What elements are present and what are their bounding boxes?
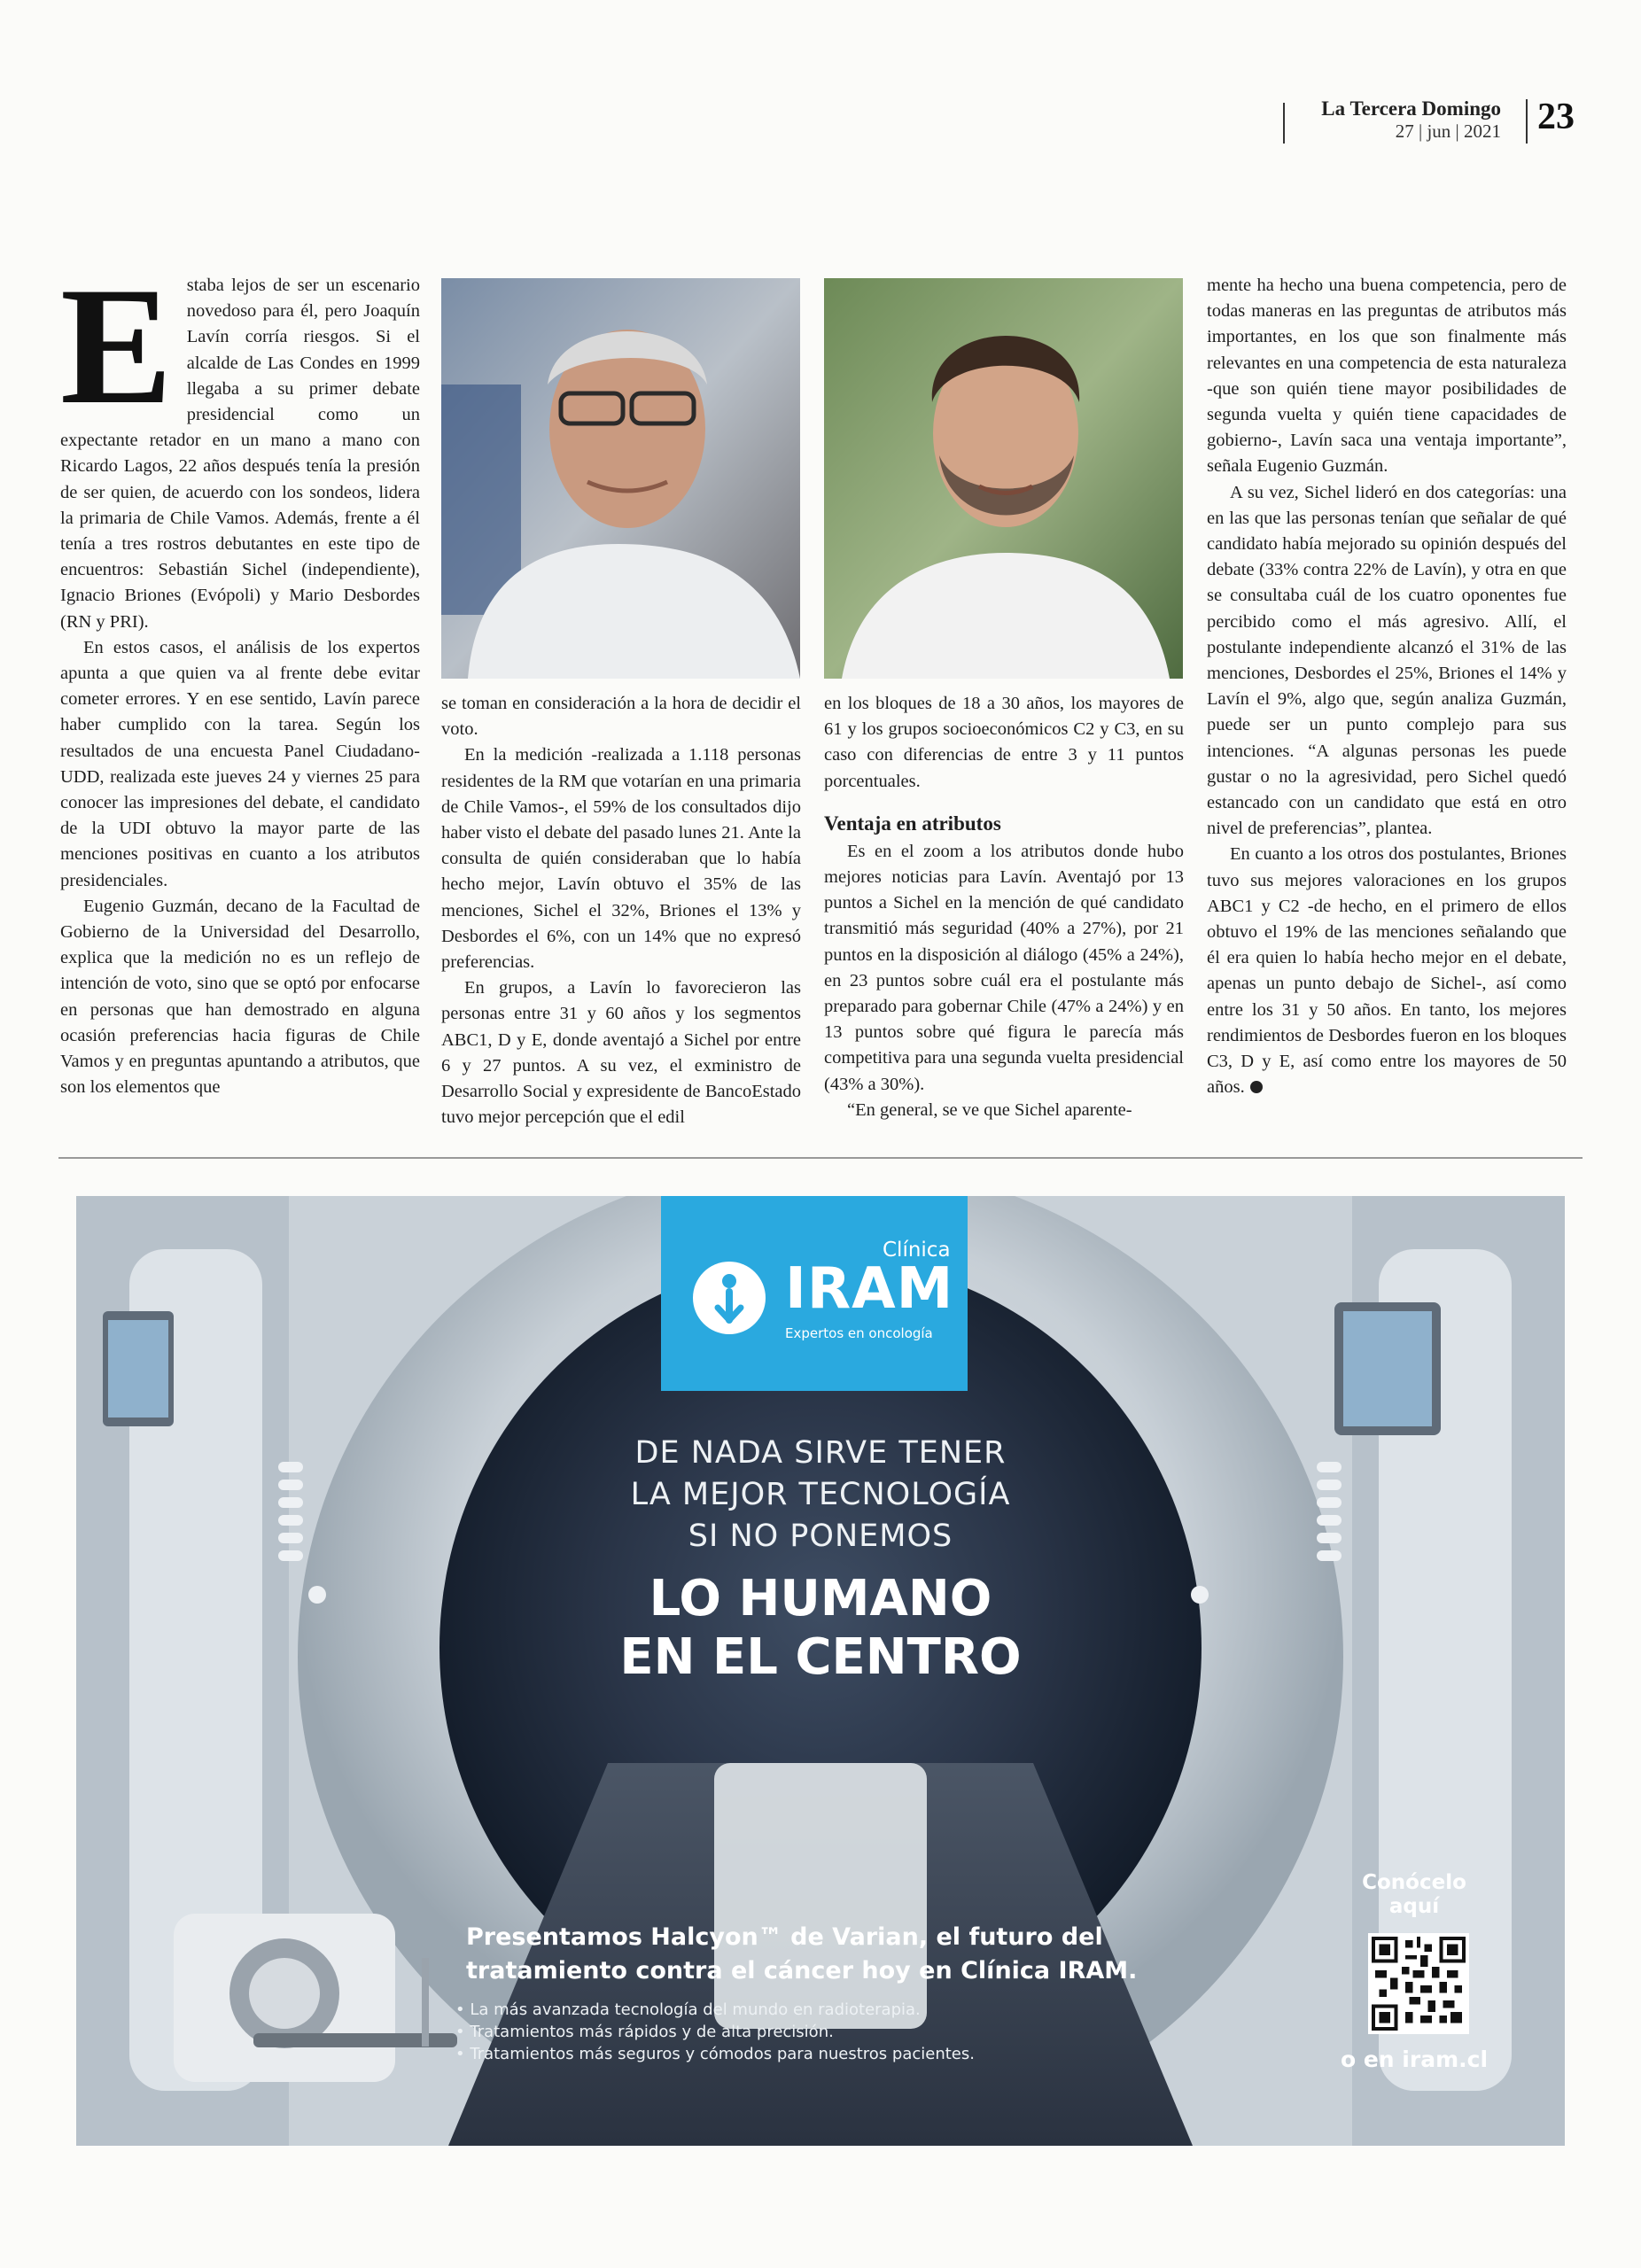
ad-feature-item: • La más avanzada tecnología del mundo en radioterapia. [455,1999,975,2021]
paragraph [1207,842,1567,1100]
drop-cap: E [60,253,173,439]
ad-feature-item: • Tratamientos más rápidos y de alta precisión. [455,2021,975,2043]
ad-headline-line: SI NO PONEMOS [688,1518,953,1554]
paragraph: se toman en consideración a la hora de decidir el voto. [441,694,801,740]
paragraph: En la medición -realizada a 1.118 personas residentes de la RM que votarían en una primaria de Chile Vamos-, el 59% de los consultados dijo haber visto el debate del pasado lunes 21. Ante la consulta de quién consideraban que lo había hecho mejor, Lavín obtuvo el 35% de las menciones, Sichel el 32%, Briones el 13% y Desbordes el 6%, con un 14% que no expresó preferencias. [441,745,801,973]
paragraph: Eugenio Guzmán, decano de la Facultad de Gobierno de la Universidad del Desarrollo, explica que la medición no es un reflejo de intención de voto, sino que se optó por enfocarse en personas que han demostrado en alguna ocasión preferencias hacia figuras de Chile Vamos y en preguntas apuntando a atributos, que son los elementos que [60,896,420,1098]
paragraph: Es en el zoom a los atributos donde hubo mejores noticias para Lavín. Aventajó por 13 puntos a Sichel en la mención de qué candidato transmitió más seguridad (40% a 27%), por 21 puntos en la disposición al diálogo (45% a 24%), en 23 puntos sobre cuál era el postulante más preparado para gobernar Chile (47% a 24%) y en 13 puntos sobre qué figura le parecía más competitiva para una segunda vuelta presidencial (43% a 30%). [824,841,1184,1094]
paragraph: En grupos, a Lavín lo favorecieron las personas entre 31 y 60 años y los segmentos ABC1, D y E, donde aventajó a Sichel por entre 6 y 27 puntos. A su vez, el exministro de Desarrollo Social y expresidente de BancoEstado tuvo mejor percepción que el edil [441,978,801,1128]
paragraph: en los bloques de 18 a 30 años, los mayores de 61 y los grupos socioeconómicos C2 y C3, en su caso con diferencias de entre 3 y 11 puntos porcentuales. [824,694,1184,791]
iram-logo [661,1196,968,1391]
ad-feature-item: • Tratamientos más seguros y cómodos para nuestros pacientes. [455,2043,975,2065]
logo-tagline: Expertos en oncología [785,1325,933,1341]
paragraph: staba lejos de ser un escenario novedoso para él, pero Joaquín Lavín corría riesgos. Si el alcalde de Las Condes en 1999 llegaba a su primer debate presidencial como un expectante retador en un mano a mano con Ricardo Lagos, 22 años después tenía la presión de ser quien, de acuerdo con los sondeos, lidera la primaria de Chile Vamos. Además, frente a él tenía a tres rostros debutantes en este tipo de encuentros: Sebastián Sichel (independiente), Ignacio Briones (Evópoli) y Mario Desbordes (RN y PRI). [60,276,420,632]
paragraph: A su vez, Sichel lideró en dos categorías: una en las que las personas tenían que señalar de qué candidato había mejorado su opinión después del debate (33% contra 22% de Lavín), y otra en que se consultaba cuál de los cuatro oponentes fue percibido como el más agresivo. Allí, el postulante independiente alcanzó el 31% de las menciones, Desbordes el 25%, Briones el 14% y Lavín el 9%, algo que, según analiza Guzmán, puede ser un punto complejo para sus intenciones. “A algunas personas les puede gustar o no la agresividad, pero Sichel quedó estancado con un candidato que está en otro nivel de preferencias”, plantea. [1207,482,1567,839]
article-column-1 [60,253,420,1101]
ad-headline-emphasis: LO HUMANO [649,1570,992,1627]
candidate-photo-lavin [441,278,800,679]
page-number: 23 [1537,97,1575,137]
ad-call-to-action: Conócelo aquí [1362,1871,1466,1918]
header-divider-right [1526,99,1528,144]
ad-feature-list [455,1999,975,2065]
section-heading: Ventaja en atributos [824,812,1001,835]
ad-product-intro: Presentamos Halcyon™ de Varian, el futuro del tratamiento contra el cáncer hoy en Clínica IRAM. [466,1923,1138,1984]
paragraph: “En general, se ve que Sichel aparente- [847,1099,1132,1120]
article-column-3 [824,691,1184,1123]
article-column-4 [1207,273,1567,1101]
logo-brand-text: IRAM [785,1256,954,1322]
ad-headline-emphasis: EN EL CENTRO [619,1628,1022,1686]
ad-website-link[interactable]: o en iram.cl [1340,2047,1489,2072]
ad-headline-line: DE NADA SIRVE TENER [634,1435,1007,1471]
paragraph-text: En cuanto a los otros dos postulantes, Briones tuvo sus mejores valoraciones en los grupos ABC1 y C2 -de hecho, en el primero de ellos obtuvo el 19% de las menciones señalando que él era quien lo había hecho mejor en el debate, apenas un punto debajo de Sichel-, así como entre los 31 y 50 años. En tanto, los mejores rendimientos de Desbordes fueron en los bloques C3, D y E, así como entre los mayores de 50 años. [1207,844,1567,1098]
publication-name: La Tercera Domingo [1321,97,1501,120]
logo-clinica-text: Clínica [883,1239,951,1262]
section-divider [58,1157,1583,1159]
advertisement-iram [76,1196,1565,2146]
publication-date: 27 | jun | 2021 [1395,120,1501,142]
end-of-article-icon [1250,1081,1263,1093]
article-column-2 [441,691,801,1130]
paragraph: En estos casos, el análisis de los expertos apunta a que quien va al frente debe evitar cometer errores. Y en ese sentido, Lavín parece haber cumplido con la tarea. Según los resultados de una encuesta Panel Ciudadano-UDD, realizada este jueves 24 y viernes 25 para conocer las impresiones del debate, el candidato de la UDI obtuvo la mayor parte de las menciones positivas en cuanto a los atributos presidenciales. [60,637,420,890]
qr-code-icon[interactable] [1368,1933,1469,2034]
header-divider-left [1283,103,1285,144]
ad-headline-line: LA MEJOR TECNOLOGÍA [630,1477,1011,1512]
paragraph: mente ha hecho una buena competencia, pero de todas maneras en las preguntas de atributos más importantes, en los que son finalmente más relevantes en una competencia de esta naturaleza -que son quién tiene mayor posibilidades de segunda vuelta y quién tiene capacidades de gobierno-, Lavín saca una ventaja importante”, señala Eugenio Guzmán. [1207,276,1567,477]
person-icon [693,1262,766,1334]
candidate-photo-sichel [824,278,1183,679]
